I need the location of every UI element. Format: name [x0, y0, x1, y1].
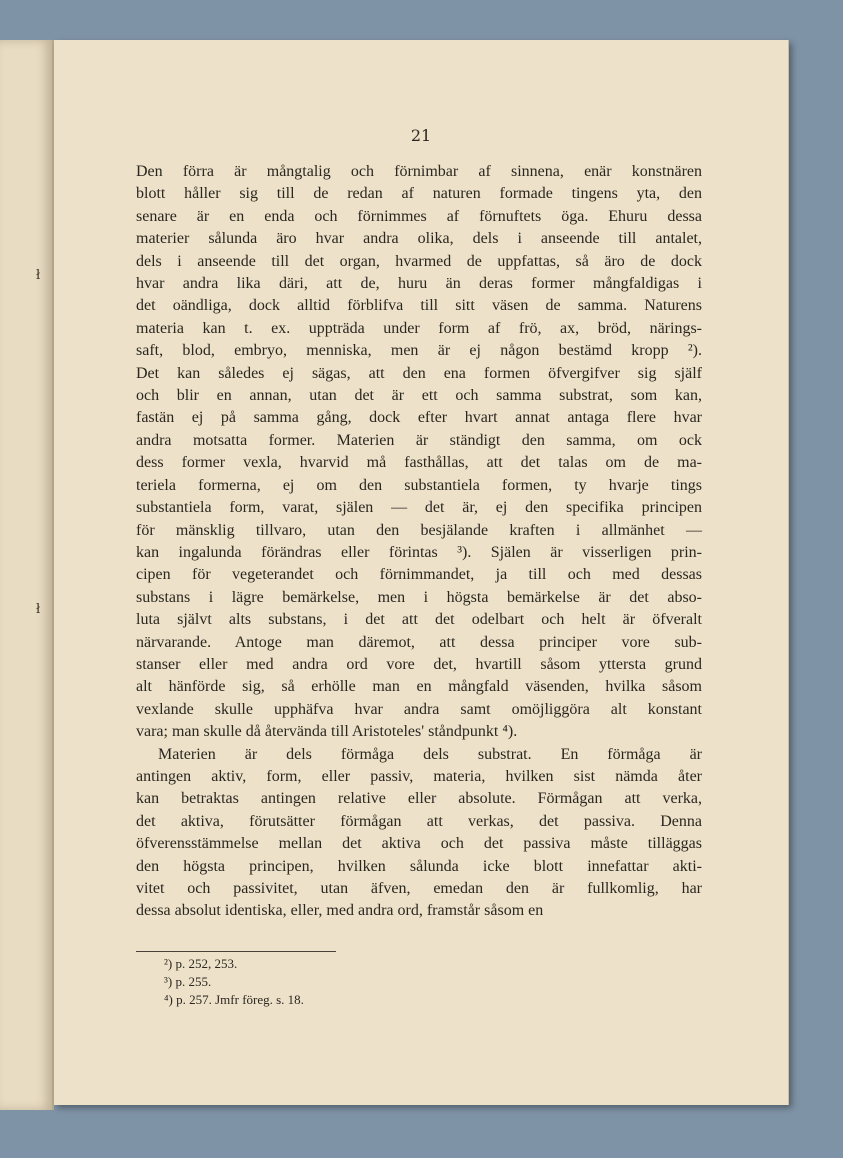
- text-line: Den förra är mångtalig och förnimbar af sinnena, enär konstnären: [136, 163, 702, 180]
- text-line: teriela formerna, ej om den substantiela formen, ty hvarje tings: [136, 476, 702, 494]
- margin-mark: ł: [36, 268, 41, 283]
- text-line: kan betraktas antingen relative eller absolute. Förmågan att verka,: [136, 790, 702, 808]
- text-line: vexlande skulle upphäfva hvar andra samt omöjliggöra alt konstant: [136, 700, 702, 718]
- footnotes: [164, 955, 304, 1009]
- text-line: öfverensstämmelse mellan det aktiva och det passiva måste tilläggas: [136, 835, 702, 853]
- footnote: ⁴) p. 257. Jmfr föreg. s. 18.: [164, 992, 304, 1007]
- footnote: ³) p. 255.: [164, 974, 212, 989]
- text-line: substantiela form, varat, själen — det är, ej den specifika principen: [136, 499, 702, 517]
- text-line: hvar andra lika däri, att de, huru än deras former mångfaldigas i: [136, 275, 702, 293]
- text-line: andra motsatta former. Materien är ständigt den samma, om ock: [136, 431, 702, 449]
- book-page: [54, 40, 789, 1105]
- text-line: stanser eller med andra ord vore det, hvartill såsom yttersta grund: [136, 655, 702, 673]
- text-line: saft, blod, embryo, menniska, men är ej någon bestämd kropp ²).: [136, 342, 702, 360]
- text-line: det oändliga, dock alltid förblifva till sitt väsen de samma. Naturens: [136, 297, 702, 315]
- text-line: och blir en annan, utan det är ett och samma substrat, som kan,: [136, 387, 702, 405]
- text-line: för mänsklig tillvaro, utan den besjälande kraften i allmänhet —: [136, 521, 702, 539]
- text-line: materier sålunda äro hvar andra olika, dels i anseende till antalet,: [136, 230, 702, 248]
- text-line: Det kan således ej sägas, att den ena formen öfvergifver sig själf: [136, 364, 702, 382]
- text-line: alt hänförde sig, så erhölle man en mångfald väsenden, hvilka såsom: [136, 678, 702, 696]
- text-line: vara; man skulle då återvända till Aristoteles' ståndpunkt ⁴).: [136, 723, 518, 741]
- text-line: blott håller sig till de redan af naturen formade tingens yta, den: [136, 185, 702, 203]
- text-line: kan ingalunda förändras eller förintas ³). Själen är visserligen prin-: [136, 543, 702, 561]
- text-line: dess former vexla, hvarvid må fasthållas, att det talas om de ma-: [136, 454, 702, 472]
- margin-mark: ł: [36, 602, 41, 617]
- facing-page-edge: [0, 40, 54, 1110]
- text-line: dels i anseende till det organ, hvarmed de uppfattas, så äro de dock: [136, 252, 702, 270]
- page-number: 21: [410, 126, 432, 145]
- text-line: fastän ej på samma gång, dock efter hvart annat antaga flere hvar: [136, 409, 702, 427]
- text-line: materia kan t. ex. uppträda under form af frö, ax, bröd, närings-: [136, 319, 702, 337]
- text-line: den högsta principen, hvilken sålunda icke blott innefattar akti-: [136, 857, 702, 875]
- footnote-rule: [136, 951, 336, 952]
- text-line: dessa absolut identiska, eller, med andra ord, framstår såsom en: [136, 902, 544, 920]
- text-line: antingen aktiv, form, eller passiv, materia, hvilken sist nämda åter: [136, 767, 702, 785]
- text-line: närvarande. Antoge man däremot, att dessa principer vore sub-: [136, 633, 702, 651]
- text-line: luta självt alts substans, i det att det odelbart och helt är öfveralt: [136, 611, 702, 629]
- text-line: vitet och passivitet, utan äfven, emedan den är fullkomlig, har: [136, 880, 702, 897]
- text-line: det aktiva, förutsätter förmågan att verkas, det passiva. Denna: [136, 812, 702, 830]
- footnote: ²) p. 252, 253.: [164, 956, 238, 971]
- text-line: cipen för vegeterandet och förnimmandet, ja till och med dessas: [136, 566, 702, 584]
- body-text: [136, 161, 702, 923]
- text-line: senare är en enda och förnimmes af förnuftets öga. Ehuru dessa: [136, 207, 702, 225]
- text-line: substans i lägre bemärkelse, men i högsta bemärkelse är det abso-: [136, 588, 702, 606]
- text-line: Materien är dels förmåga dels substrat. En förmåga är: [158, 745, 702, 763]
